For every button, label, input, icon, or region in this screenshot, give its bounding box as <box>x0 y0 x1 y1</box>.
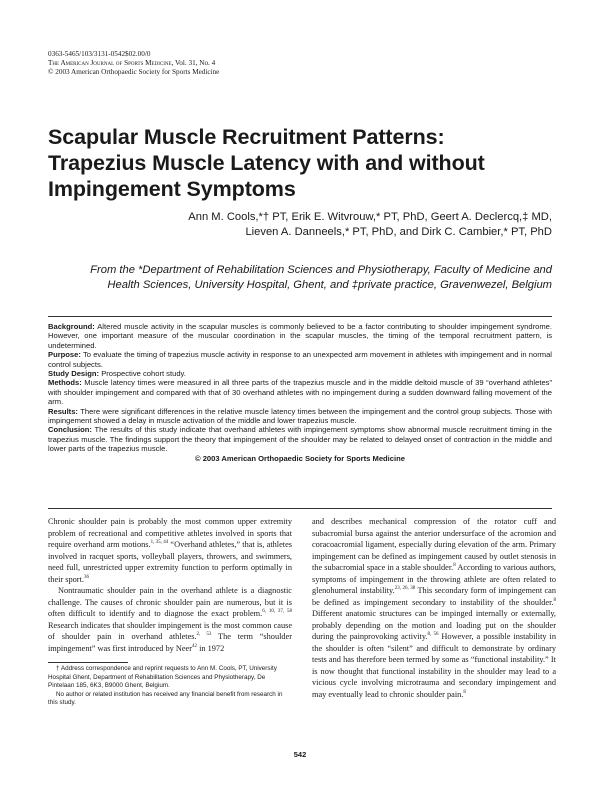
body-right-column <box>312 516 556 700</box>
title-line-3: Impingement Symptoms <box>48 177 296 201</box>
abstract-design <box>48 369 552 378</box>
abstract-copyright: © 2003 American Orthopaedic Society for Sports Medicine <box>195 453 405 463</box>
citation: 8 <box>553 597 556 603</box>
journal-meta <box>48 50 448 78</box>
purpose-text: To evaluate the timing of trapezius muscle activity in response to an unexpected arm movement in athletes with impingement and in normal control subjects. <box>48 350 552 369</box>
journal-volume: , Vol. 31, No. 4 <box>171 59 216 68</box>
affiliation-line-1: From the *Department of Rehabilitation Sciences and Physiotherapy, Faculty of Medicine and <box>90 264 552 276</box>
authors <box>52 210 552 240</box>
text-run: and describes mechanical compression of the rotator cuff and subacromial bursa against the anterior undersurface of the acromion and coracoacromial ligament, especially during elevation of the arm. Primary impingement can be defined as impingement caused by outlet stenosis in the subacromial space in a stable shoulder. <box>312 517 556 572</box>
abstract-background <box>48 322 552 350</box>
text-run: According to various authors, symptoms of impingement in the throwing athlete are often related to glenohumeral instability. <box>312 563 556 595</box>
paragraph-2 <box>48 585 292 654</box>
text-run: The term “shoulder impingement” was first introduced by Neer <box>48 632 292 653</box>
citation: 8 <box>463 689 466 695</box>
meta-copyright: © 2003 American Orthopaedic Society for Sports Medicine <box>48 68 220 77</box>
purpose-label: Purpose: <box>48 350 81 360</box>
design-text: Prospective cohort study. <box>101 369 186 379</box>
citation: 23, 26, 38 <box>394 586 416 592</box>
abstract-bottom-rule <box>48 508 552 509</box>
text-run: Different anatomic structures can be impinged internally or externally, probably depending on the motion and loading put on the shoulder during the painprovoking activity. <box>312 609 556 641</box>
text-run: Chronic shoulder pain is probably the most common upper extremity problem of recreational and competitive athletes involved in sports that require overhand arm motions. <box>48 517 292 549</box>
paragraph-3 <box>312 516 556 700</box>
results-text: There were significant differences in the relative muscle latency times between the impingement and the control group subjects. Those with impingement showed a delay in muscle activation of the middle and lower trapezius muscle. <box>48 406 552 426</box>
conclusion-label: Conclusion: <box>48 425 92 435</box>
citation: 1, 35, 44 <box>150 540 169 546</box>
text-run: This secondary form of impingement can be defined as impingement secondary to instability of the shoulder. <box>312 586 557 607</box>
title-line-1: Scapular Muscle Recruitment Patterns: <box>48 125 445 149</box>
page-number: 542 <box>293 750 307 759</box>
text-run: Research indicates that shoulder impingement is the most common cause of shoulder pain in overhand athletes. <box>48 620 292 641</box>
paragraph-1 <box>48 516 292 585</box>
authors-line-2: Lieven A. Danneels,* PT, PhD, and Dirk C. Cambier,* PT, PhD <box>245 226 552 238</box>
text-run: in 1972 <box>197 643 225 653</box>
article-title <box>48 124 568 202</box>
conclusion-text: The results of this study indicate that overhand athletes with impingement symptoms show abnormal muscle recruitment timing in the trapezius muscle. The findings support the theory that impingement of the shoulder may be related to delayed onset of contraction in the middle and lower parts of the trapezius muscle. <box>48 425 552 454</box>
citation: 2, 53 <box>196 632 212 638</box>
text-run: However, a possible instability in the shoulder is often “silent” and difficult to demonstrate by ordinary tests and has therefore been termed by some as “functional instability.” It is now thought that functional instability in the shoulder may lead to a vicious cycle involving microtrauma and secondary impingement and may eventually lead to chronic shoulder pain. <box>312 632 556 699</box>
title-line-2: Trapezius Muscle Latency with and without <box>48 151 485 175</box>
citation: 42 <box>192 643 198 649</box>
text-run: Nontraumatic shoulder pain in the overhand athlete is a diagnostic challenge. The causes of chronic shoulder pain are numerous, but it is often difficult to identify and to diagnose the exact problem. <box>48 586 292 618</box>
methods-label: Methods: <box>48 378 82 388</box>
authors-line-1: Ann M. Cools,*† PT, Erik E. Witvrouw,* PT, PhD, Geert A. Declercq,‡ MD, <box>188 211 552 223</box>
affiliation-line-2: Health Sciences, University Hospital, Ghent, and ‡private practice, Gravenwezel, Belgium <box>107 279 552 291</box>
affiliation <box>32 263 552 293</box>
abstract-conclusion <box>48 425 552 453</box>
body-left-column <box>48 516 292 654</box>
citation: 36 <box>83 574 89 580</box>
abstract-purpose <box>48 350 552 369</box>
meta-code: 0363-5465/103/3131-0542$02.00/0 <box>48 50 151 58</box>
footnote-rule <box>48 662 128 663</box>
results-label: Results: <box>48 406 78 416</box>
methods-text: Muscle latency times were measured in all three parts of the trapezius muscle and in the middle deltoid muscle of 39 “overhand athletes” with shoulder impingement and compared with that of 30 overhand athletes with no impingement during a sudden downward falling movement of the arm. <box>48 378 552 407</box>
footnote-disclosure: No author or related institution has received any financial benefit from research in this study. <box>48 690 283 706</box>
abstract-results <box>48 407 552 426</box>
background-text: Altered muscle activity in the scapular muscles is commonly believed to be a factor contributing to shoulder impingement syndrome. However, one important measure of the muscular coordination in the scapular muscles, the timing of the temporal recruitment pattern, is undetermined. <box>48 322 552 350</box>
citation: 8 <box>453 563 456 569</box>
abstract-methods <box>48 378 552 406</box>
background-label: Background: <box>48 322 95 331</box>
footnote-address: † Address correspondence and reprint requests to Ann M. Cools, PT, University Hospital Ghent, Department of Rehabilitation Sciences and Physiotherapy, De Pintelaan 185, 6K3, B9000 Ghent, Belgium. <box>48 665 277 689</box>
design-label: Study Design: <box>48 369 100 379</box>
meta-journal-line <box>48 59 448 68</box>
abstract-top-rule <box>48 316 552 317</box>
citation: 6, 10, 37, 58 <box>262 609 293 615</box>
journal-name: The American Journal of Sports Medicine <box>48 59 172 68</box>
footnotes <box>48 665 292 708</box>
abstract <box>48 322 552 463</box>
citation: 8, 56 <box>427 632 439 638</box>
text-run: “Overhand athletes,” that is, athletes involved in racquet sports, volleyball players, throwers, and swimmers, need full, unrestricted upper extremity function to perform optimally in their sport. <box>48 540 292 584</box>
